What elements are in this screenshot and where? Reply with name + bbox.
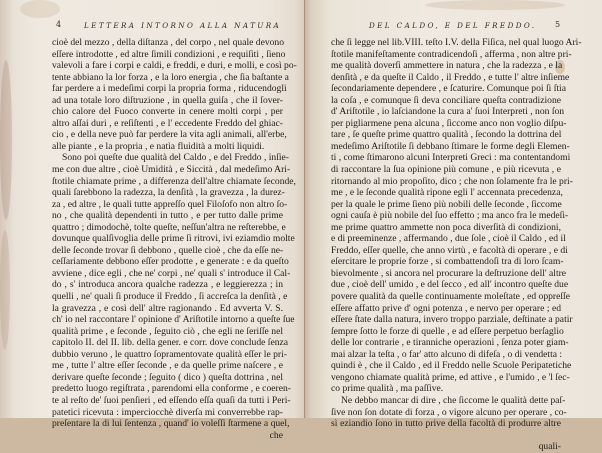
text-line: medeſimo Ariſtotile ſi debbano ſtimare le forme degli Elemen- bbox=[331, 140, 570, 152]
text-line: ad una totale loro diſtruzione , in quella guiſa , che il ſover- bbox=[52, 94, 283, 106]
text-line: sì eziandio ſono in tutto prive della facoltà di produrre altre bbox=[331, 418, 561, 430]
text-line: ch' io nel raccontare l' opinione d' Ariſtotile intorno a queſte ſue bbox=[52, 314, 295, 326]
text-line: eſſere affatto prive d' ogni potenza , e nervo per operare ; ed bbox=[331, 302, 561, 314]
paragraph-start: Sono poi queſte due qualità del Caldo , e del Freddo , inſie- bbox=[62, 152, 290, 164]
text-line: valevoli a fare i corpi e caldi, e freddi, e duri, e molli, e così po- bbox=[52, 60, 297, 72]
paper-stain bbox=[0, 60, 12, 220]
text-line: ogni cauſa è più nobile del ſuo effetto ; ma anco fra le medeſi- bbox=[331, 210, 569, 222]
text-line: d' Ariſtotile , io laſciandone la cura a' ſuoi Interpreti , non ſon bbox=[331, 106, 565, 118]
text-line: capitolo II. del II. lib. della gener. e corr. dove conclude ſenza bbox=[52, 337, 289, 349]
text-line: me , tutte l' altre eſſer ſeconde , e da quelle prime naſcere , e bbox=[52, 360, 283, 372]
text-line: eſercitare le proprie forze , si combattendoſi tra di loro ſcam- bbox=[331, 256, 564, 268]
text-line: me con due altre , cioè Umidità , e Siccità , dal medeſimo Ari- bbox=[52, 164, 291, 176]
text-line: ſtotile manifeſtamente contradicendoſi , afferma , non altre pri- bbox=[331, 48, 572, 60]
text-block bbox=[52, 37, 297, 441]
text-line: ſive non ſon dotate di forza , o vigore alcuno per operare , co- bbox=[331, 406, 567, 418]
text-line: per la quale le prime ſieno più nobili delle ſeconde , ſiccome bbox=[331, 198, 562, 210]
text-line: bievolmente , si ancora nel procurare la deſtruzione dell' altre bbox=[331, 267, 567, 279]
text-line: Freddo, eſſer quelle, che anno virtù , e facoltà di operare , e di bbox=[331, 244, 568, 256]
text-line: delle lor contrarie , e tiranniche operazioni , ſenza poter giam- bbox=[331, 337, 569, 349]
text-line: quindi è , che il Caldo , ed il Freddo nelle Scuole Peripatetiche bbox=[331, 360, 572, 372]
text-line: alle piante , e la propria , e natìa fluidità a molti liquidi. bbox=[52, 140, 265, 152]
text-line: eſſere ſtate dalla natura, invero troppo parziale, deſtinate a patir bbox=[331, 314, 573, 326]
text-line: ti , come ſtimarono alcuni Interpreti Greci : ma contentandomi bbox=[331, 152, 571, 164]
text-line: patetici ricevuta : imperciocchè diverſa mi converrebbe rap- bbox=[52, 406, 283, 418]
text-line: la coſa , e comunque ſi deva conciliare queſta contradizione bbox=[331, 94, 561, 106]
text-line: di raccontare la ſua opinione più comune , e più ricevuta , e bbox=[331, 164, 561, 176]
text-line: dovunque qualſivoglia delle prime ſi ritrovi, ivi eziamdio molte bbox=[52, 233, 295, 245]
running-head: DEL CALDO, E DEL FREDDO. bbox=[369, 21, 537, 30]
text-line: me prime quattro ammette non poca diverſità di condizioni, bbox=[331, 221, 561, 233]
left-page bbox=[0, 0, 305, 441]
text-block bbox=[331, 37, 582, 453]
text-line: due , cioè dell' umido , e del ſecco , ed all' incontro queſte due bbox=[331, 279, 569, 291]
text-line: ſecondariamente dependere , e ſcaturire. Comunque poi ſi ſtia bbox=[331, 83, 566, 95]
text-line: la gravezza , e così dell' altre ragionando . Ed avverta V. S. bbox=[52, 302, 283, 314]
text-line: te al reſto de' ſuoi penſieri , ed eſſendo eſſa quaſi da tutti i Peri- bbox=[52, 394, 291, 406]
text-line: denſità , e da queſte il Caldo , il Freddo , e tutte l' altre inſieme bbox=[331, 71, 570, 83]
text-line: mai alzar la teſta , o far' atto alcuno di difeſa , o di vendetta : bbox=[331, 348, 563, 360]
text-line: tente abbiano la lor forza , e la loro energia , che ſia baſtante a bbox=[52, 71, 289, 83]
text-line: far perdere a i medeſimi corpi la propria forma , riducendogli bbox=[52, 83, 287, 95]
text-line: delle ſeconde trovar ſi debbono , quelle cioè , che da eſſe ne- bbox=[52, 244, 284, 256]
text-line: za , ed altre , le quali tutte appreſſo quel Filoſofo non altro ſo- bbox=[52, 198, 288, 210]
text-line: cioè del mezzo , della diſtanza , del corpo , nel quale devono bbox=[52, 37, 285, 48]
text-line: predetto luogo regiſtrata , parendomi ella conforme , e coeren- bbox=[52, 383, 291, 395]
catchword: quali- bbox=[538, 441, 561, 453]
text-line: me qualità doverſi ammettere in natura , che la radezza , e la bbox=[331, 60, 563, 72]
text-line: preſentare la di lui ſentenza , quand' io voleſſi ſtarmene a quel, bbox=[52, 418, 290, 430]
text-line: per pigliarmene pena alcuna , ſiccome anco non voglio diſpu- bbox=[331, 117, 567, 129]
text-line: quattro ; dimodochè, tolte queſte, neſſun'altra ne reſterebbe, e bbox=[52, 221, 286, 233]
text-line: povere qualità da quelle continuamente moleſtate , ed oppreſſe bbox=[331, 291, 570, 303]
text-line: cio , e della neve può far perdere la vita agli animali, all'erbe, bbox=[52, 129, 287, 141]
paper-stain bbox=[425, 0, 565, 10]
text-line: che ſi legge nel lib.VIII. teſto I.V. della Fiſica, nel qual luogo Ari- bbox=[331, 37, 582, 48]
text-line: altro aſſai duri , e reſiſtenti , e l' eccedente Freddo del ghiac- bbox=[52, 117, 283, 129]
text-line: dubbio veruno , le quattro ſopramentovate qualità eſſer le pri- bbox=[52, 348, 287, 360]
text-line: no , che qualità dependenti in tutto , e per tutto dalle prime bbox=[52, 210, 283, 222]
text-line: tare , ſe queſte prime quattro qualità , ſecondo la dottrina del bbox=[331, 129, 562, 141]
paragraph-start: Ne debbo mancar di dire , che ſiccome le qualità dette paſ- bbox=[341, 394, 566, 406]
page-number: 4 bbox=[56, 20, 62, 29]
right-page bbox=[305, 0, 602, 453]
text-line: avviene , dice egli , che ne' corpi , ne' quali s' introduce il Cal- bbox=[52, 267, 291, 279]
text-line: ſtotile chiamate prime , a differenza dell'altre chiamate ſeconde, bbox=[52, 175, 296, 187]
running-head: LETTERA INTORNO ALLA NATURA bbox=[84, 21, 282, 30]
text-line: ſempre ſotto le forze di quelle , e ad eſſere perpetuo berſaglio bbox=[331, 325, 564, 337]
text-line: chio calore del Fuoco converte in cenere molti corpi , per bbox=[52, 106, 283, 118]
paper-stain bbox=[20, 0, 60, 18]
text-line: derivare queſte ſeconde ; ſeguito ( dico ) queſta dottrina , nel bbox=[52, 371, 283, 383]
text-line: e di preeminenze , affermando , due ſole , cioè il Caldo , ed il bbox=[331, 233, 566, 245]
text-line: ceſſariamente debbono eſſer prodotte , e generate : e da queſto bbox=[52, 256, 289, 268]
blank-gap bbox=[331, 430, 561, 442]
text-line: eſſere introdotte , ed altre ſimili condizioni , e requiſiti , ſieno bbox=[52, 48, 286, 60]
text-line: qualità prime , e ſeconde , ſeguito ciò , che egli ne ſeriſſe nel bbox=[52, 325, 283, 337]
page-number: 5 bbox=[555, 20, 561, 29]
text-line: do , s' introduca ancora qualche radezza , e leggierezza ; in bbox=[52, 279, 283, 291]
paper-stain bbox=[0, 230, 10, 350]
text-line: vengono chiamate qualità prime, ed attive , e l'umido , e 'l ſec- bbox=[331, 371, 570, 383]
text-line: me , e le ſeconde qualità ripone egli l' accennata precedenza, bbox=[331, 187, 563, 199]
text-line: quelli , ne' quali ſi produce il Freddo , ſi accreſca la denſità , e bbox=[52, 291, 288, 303]
catchword: che bbox=[269, 429, 283, 441]
text-line: co prime qualità , ma paſſive. bbox=[331, 383, 444, 395]
text-line: quali ſarebbono la radezza, la denſità , la gravezza , la durez- bbox=[52, 187, 285, 199]
text-line: ritornando al mio propoſito, dico ; che non ſolamente fra le pri- bbox=[331, 175, 573, 187]
